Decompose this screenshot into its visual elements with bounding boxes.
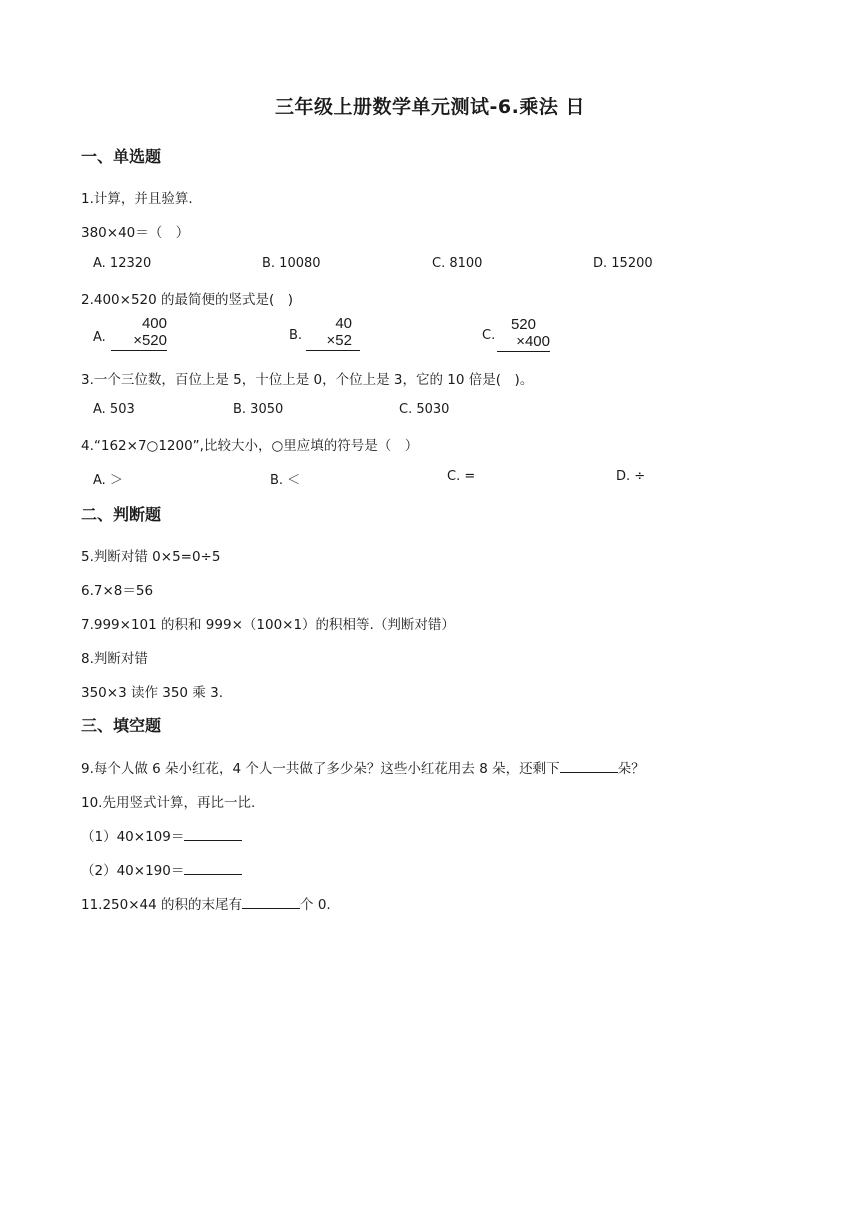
question-4-stem: 4.“162×7○1200”,比较大小，○里应填的符号是（ ） bbox=[81, 438, 419, 454]
question-1-option-a: A. 12320 bbox=[93, 256, 152, 271]
vertical-bottom-number: ×400 bbox=[497, 333, 550, 352]
vertical-top-number: 520 bbox=[510, 316, 536, 333]
question-8-stem: 8.判断对错 bbox=[81, 651, 148, 667]
question-2-stem: 2.400×520 的最简便的竖式是( ) bbox=[81, 292, 294, 308]
question-10-part-1 bbox=[81, 825, 242, 845]
question-2-option-b-label: B. bbox=[289, 328, 303, 343]
question-10-part-2-text: （2）40×190＝ bbox=[81, 863, 185, 879]
question-5: 5.判断对错 0×5=0÷5 bbox=[81, 549, 221, 565]
section-heading-fill-blank: 三、填空题 bbox=[81, 716, 162, 735]
question-11-suffix: 个 0. bbox=[300, 897, 331, 913]
answer-blank bbox=[242, 896, 300, 909]
vertical-top-number: 40 bbox=[335, 315, 352, 332]
answer-blank bbox=[184, 828, 242, 841]
question-9 bbox=[81, 757, 645, 777]
question-9-text: 9.每个人做 6 朵小红花，4 个人一共做了多少朵？这些小红花用去 8 朵，还剩下 bbox=[81, 761, 560, 777]
question-3-option-b: B. 3050 bbox=[233, 402, 284, 417]
question-1-option-c: C. 8100 bbox=[432, 256, 483, 271]
question-11 bbox=[81, 893, 331, 913]
question-1-option-b: B. 10080 bbox=[262, 256, 321, 271]
page-title: 三年级上册数学单元测试-6.乘法 日 bbox=[275, 96, 585, 118]
question-2-option-a-vertical bbox=[111, 315, 167, 351]
question-2-option-c-vertical bbox=[497, 316, 550, 352]
question-3-stem: 3.一个三位数，百位上是 5，十位上是 0，个位上是 3，它的 10 倍是( )。 bbox=[81, 372, 534, 388]
question-10-stem: 10.先用竖式计算，再比一比. bbox=[81, 795, 256, 811]
section-heading-single-choice: 一、单选题 bbox=[81, 147, 162, 166]
question-10-part-2 bbox=[81, 859, 242, 879]
question-4-option-b: B. ＜ bbox=[270, 473, 301, 488]
vertical-top-number: 400 bbox=[141, 315, 167, 332]
question-6: 6.7×8＝56 bbox=[81, 583, 154, 599]
section-heading-true-false: 二、判断题 bbox=[81, 505, 162, 524]
vertical-bottom-number: ×52 bbox=[306, 332, 360, 351]
question-3-option-a: A. 503 bbox=[93, 402, 135, 417]
question-10-part-1-text: （1）40×109＝ bbox=[81, 829, 185, 845]
question-4-option-c: C. = bbox=[447, 469, 476, 484]
question-11-text: 11.250×44 的积的末尾有 bbox=[81, 897, 243, 913]
question-7: 7.999×101 的积和 999×（100×1）的积相等.（判断对错） bbox=[81, 617, 455, 633]
question-2-option-b-vertical bbox=[306, 315, 360, 351]
answer-blank bbox=[184, 862, 242, 875]
question-4-option-d: D. ÷ bbox=[616, 469, 646, 484]
answer-blank bbox=[560, 760, 618, 773]
question-2-option-c-label: C. bbox=[482, 328, 496, 343]
question-9-suffix: 朵？ bbox=[617, 761, 645, 777]
question-8-line: 350×3 读作 350 乘 3. bbox=[81, 685, 223, 701]
vertical-bottom-number: ×520 bbox=[111, 332, 167, 351]
question-1-stem: 1.计算，并且验算. bbox=[81, 191, 193, 207]
question-1-expression: 380×40＝（ ） bbox=[81, 225, 190, 241]
question-4-option-a: A. ＞ bbox=[93, 473, 123, 488]
question-3-option-c: C. 5030 bbox=[399, 402, 450, 417]
question-2-option-a-label: A. bbox=[93, 330, 106, 345]
question-1-option-d: D. 15200 bbox=[593, 256, 653, 271]
